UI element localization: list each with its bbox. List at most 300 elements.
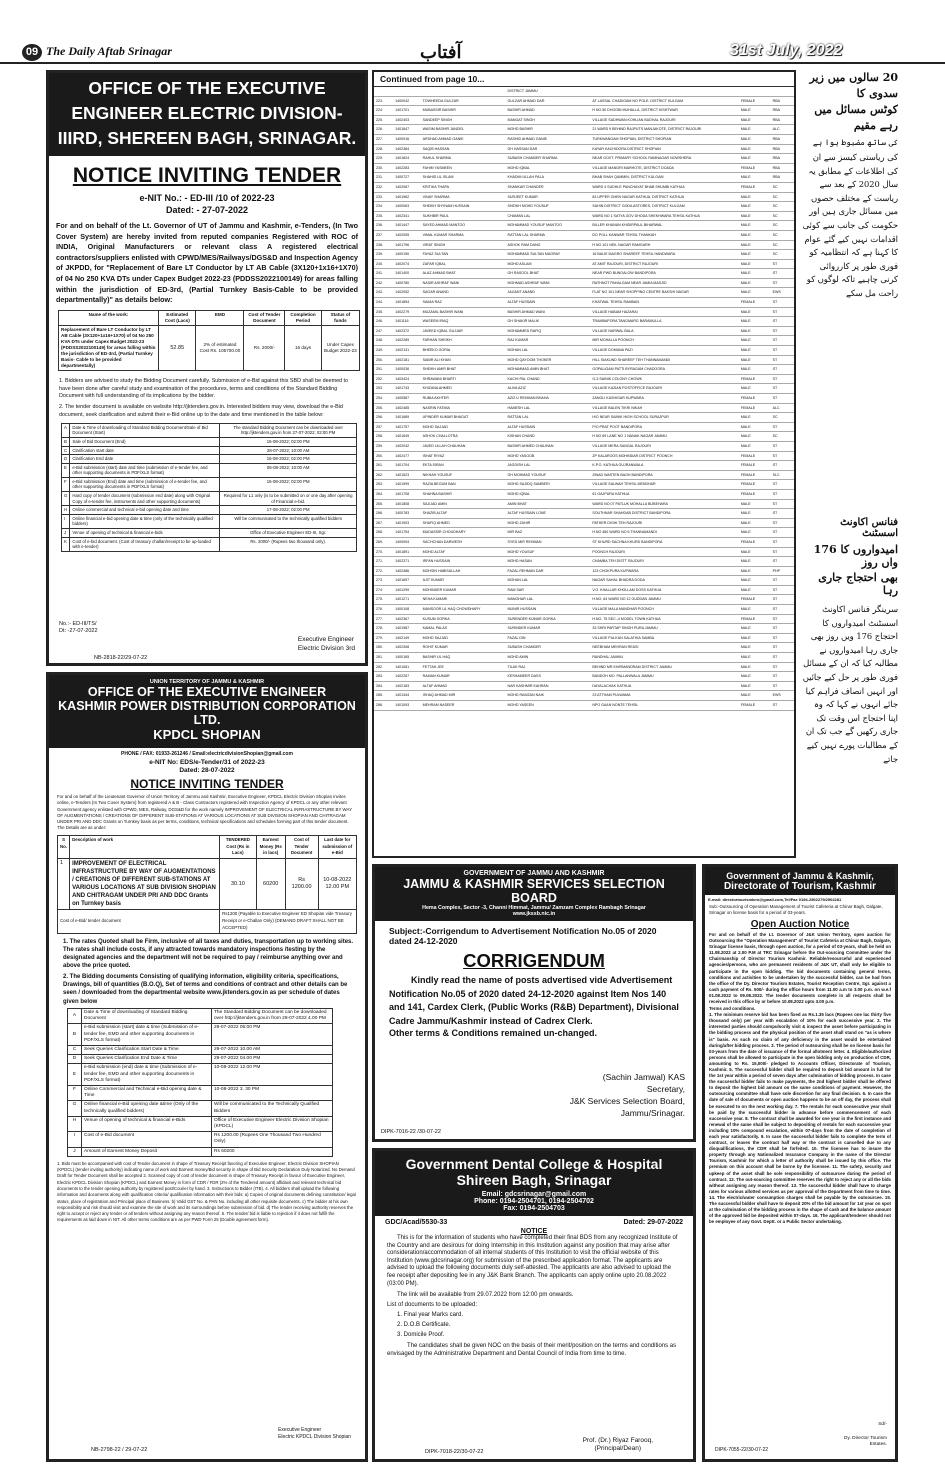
sch-label: Online Commercial and Technical e-Bid opening date & Time	[82, 1085, 212, 1100]
list-cell: MALE	[739, 643, 771, 653]
list-row	[374, 422, 794, 432]
list-cell: WARD 4 SUDHLE PANCHAYAT BHAB SHUMBI KATHUA	[590, 182, 738, 192]
list-cell: RANDHAL JAMMU	[590, 653, 738, 663]
list-cell: MUNIR HUSSAIN	[505, 605, 590, 615]
ad1-ref: NB-2818-22/29-07-22	[94, 655, 148, 661]
sch-key: I	[62, 514, 70, 528]
list-cell: 250.	[374, 355, 393, 365]
ad1-sign-2: Electric Division 3rd	[297, 645, 355, 652]
td-doc: Rs. 2000/-	[244, 325, 285, 370]
list-cell: RAHUL SHARMA	[421, 154, 506, 164]
ssb-ref: DIPK-7016-22 /30-07-22	[381, 1129, 441, 1135]
list-row	[374, 182, 794, 192]
ad2-work-table	[57, 835, 357, 934]
list-cell: 1402371	[393, 557, 421, 567]
list-cell: IRFAN HUSSAIN	[421, 557, 506, 567]
list-cell: ST	[771, 365, 794, 375]
list-row	[374, 509, 794, 519]
list-cell: ST	[771, 269, 794, 279]
list-cell: MALE	[739, 230, 771, 240]
sch-key: I	[68, 1132, 82, 1147]
list-cell: 1402289	[393, 336, 421, 346]
th-work: Name of the work:	[59, 310, 159, 325]
list-cell: SUBASH CHANDER SHARMA	[505, 154, 590, 164]
list-cell: SC	[771, 182, 794, 192]
list-cell: MUZAMIL BASHIR WANI	[421, 307, 506, 317]
list-cell: MALE	[739, 557, 771, 567]
sch-label: Amount of Earnest Money Deposit	[82, 1147, 212, 1156]
list-cell: RBA	[771, 96, 794, 106]
sch-key: H	[62, 506, 70, 515]
ad1-body: For and on behalf of the Lt. Governor of UT of Jammu and Kashmir, e-Tenders, (In Two Cover System) are hereby invited from reputed companies Registered with ROC of INDIA, Original Manufacturers or relevant class A registered electrical contractors/suppliers enlisted with CPWD/MES/Railways/DGS&D and Inspection Agency of JKPDD, for "Replacement of Bare LT Conductor by LT AB Cable (3X120+1x16+1X70) of 04 No 250 KVA DTs under Capex Budget 2022-23 (PDDSS2022100149) for areas falling within the jurisdiction of ED-3rd, (Partial Turnkey Basis-Cable to be provided departmentally)" as details below:	[56, 221, 358, 305]
list-cell: ST KHURD SACHNA KHURD BANDIPORA	[590, 537, 738, 547]
sch-key: E	[68, 1064, 82, 1086]
list-cell: MANSOOR UL HAQ CHOWDHARY	[421, 605, 506, 615]
list-cell: MALE	[739, 528, 771, 538]
list-cell: RBA	[771, 144, 794, 154]
list-cell: MALE	[739, 106, 771, 116]
list-cell: 1402477	[393, 451, 421, 461]
list-cell: MANOHAR LAL	[505, 595, 590, 605]
list-cell: 1402403	[393, 115, 421, 125]
list-cell: FAZAL DIN	[505, 633, 590, 643]
list-cell: H.NO. 64 WARD NO 12 GUDDAN JAMMU	[590, 595, 738, 605]
list-cell: SAYED AHMAD MANTOO	[421, 221, 506, 231]
list-cell: 1402052	[393, 288, 421, 298]
list-cell: AT LASSAL CHADIGAM NO POLE, DISTRICT KULGAM	[590, 96, 738, 106]
list-cell: RBA	[771, 163, 794, 173]
list-cell: ISHAQ AHMAD MIR	[421, 691, 506, 701]
urdu-mid-headline-3: بھی احتجاج جاری رہا	[818, 571, 898, 597]
sch-key: G	[68, 1101, 82, 1116]
list-cell: MALE	[739, 509, 771, 519]
list-row	[374, 202, 794, 212]
tourism-sign-2: Estates.	[869, 1442, 887, 1447]
th-funds: Status of funds	[321, 310, 359, 325]
sch-label: Date & Time of downloading of Standard Bidding Document	[82, 1008, 212, 1023]
ssb-banner	[375, 867, 693, 921]
list-cell: RBA	[771, 115, 794, 125]
tourism-body: For and on behalf of the Lt. Governor of J&K Union Territory, open auction for Outsourcing the "Operation Management" of Tourist Cafeteria at Chinar Bagh, Dalgate, Srinagar license basis, through open auction, for a period of 03-years, shall be held on 11.08.2022 at 2.00 P.M at TRC Srinagar before the Out-sourcing Committee under the Chairmanship of Director Tourism Kashmir. Reliable/resourceful and experienced agencies/persons, who are permanent residents of J&K UT, shall only be eligible to participate in the open bidding. The bid documents containing general terms, conditions and activities to be undertaken by the successful bidder, can be had from the office of the Dy. Director Tourism Estates, Tourist Reception Centre, Sgr. against a cash payment of Rs. 500/- during the office hours from 11.00 a.m to 3.00 p.m. on w.e.f 01.08.2022 to 09.08.2022. The tender documents complete in all respects shall be received in this office by or before 10.08.2022 upto 3.00 p.m.	[709, 932, 891, 1005]
list-cell: SHAFIQ AHMED	[421, 518, 506, 528]
dental-fax: Fax: 0194-2504703	[503, 1205, 565, 1212]
dental-sign-2: (Principal/Dean)	[594, 1445, 642, 1452]
list-cell: 271.	[374, 557, 393, 567]
list-cell: FAHIM YASMEEN	[421, 163, 506, 173]
urdu-mid-headline-2: امیدواروں کا 176 واں روز	[813, 543, 898, 569]
list-cell: FEMALE	[739, 182, 771, 192]
list-cell: 1403424	[393, 374, 421, 384]
list-row	[374, 394, 794, 404]
list-cell: RAM SAR	[505, 585, 590, 595]
sch-label: e-Bid submission (start) date & time (Submission of e-tender fee, EMD and other supporting documents in PDF/XLS format)	[82, 1024, 212, 1046]
results-list	[372, 70, 796, 858]
list-cell: FEMALE	[739, 403, 771, 413]
list-cell: 1400780	[393, 278, 421, 288]
list-cell: WARD NO 1 SATYA GOV DHODA SHEKHWARA TEHSIL KATHUA	[590, 211, 738, 221]
list-cell: MALE	[739, 662, 771, 672]
list-cell: FEMALE	[739, 163, 771, 173]
list-cell: 23 ATTHAM PULWAMA	[590, 691, 738, 701]
list-cell: 235.	[374, 211, 393, 221]
list-cell: ST	[771, 614, 794, 624]
list-cell: 246.	[374, 317, 393, 327]
list-cell: BASHIR AHMAD WANI	[505, 307, 590, 317]
list-cell: FEMALE	[739, 614, 771, 624]
list-cell: H.NO 460 WARD NO 6 THANNAMANDI	[590, 528, 738, 538]
list-cell: KAMAL PALAS	[421, 624, 506, 634]
list-cell: 278.	[374, 624, 393, 634]
list-cell: 1401447	[393, 221, 421, 231]
list-row	[374, 221, 794, 231]
list-cell: 1402485	[393, 403, 421, 413]
tourism-terms-title: Terms and conditions.	[709, 1006, 756, 1012]
list-cell: ST	[771, 576, 794, 586]
td-desc: IMPROVEMENT OF ELECTRICAL INFRASTRUCTURE BY WAY OF AUGMENTATIONS / CREATIONS OF DIFFERENT SUB-STATIONS AT VARIOUS LOCATIONS AT SUB DIVISION SHOPIAN AND CHITRAGAM UNDER PRI AND DDC Grants on Turnkey basis	[70, 859, 220, 910]
list-cell: EKTA SIRAN	[421, 461, 506, 471]
list-cell: MALE	[739, 413, 771, 423]
list-row	[374, 643, 794, 653]
list-cell: ALTAF HUSSAIN	[505, 422, 590, 432]
list-cell: MOHSIN HABISULLAH	[421, 566, 506, 576]
list-cell: MALE	[739, 317, 771, 327]
urdu-headline-2: کوٹس مسائل میں رہے مقیم	[814, 103, 898, 132]
list-row	[374, 288, 794, 298]
list-cell: 273.	[374, 576, 393, 586]
list-cell: 227.	[374, 134, 393, 144]
list-row	[374, 96, 794, 106]
dental-dipk: DIPK-7018-22/30-07-22	[425, 1449, 484, 1455]
list-cell: MALE	[739, 240, 771, 250]
list-cell: 1401999	[393, 480, 421, 490]
list-cell: 238.	[374, 240, 393, 250]
list-cell: 284.	[374, 681, 393, 691]
list-row	[374, 211, 794, 221]
list-cell: 1400190	[393, 250, 421, 260]
list-cell: MALE	[739, 653, 771, 663]
list-cell: GH HASSAN DAR	[505, 144, 590, 154]
list-cell: RATTAN LAL	[505, 413, 590, 423]
list-cell: ASHOK RAM DANG	[505, 240, 590, 250]
list-cell: 1401962	[393, 192, 421, 202]
list-cell: FEMALE	[739, 374, 771, 384]
ad-tourism-auction	[702, 864, 898, 1462]
list-row	[374, 691, 794, 701]
list-cell: MALE	[739, 672, 771, 682]
ad2-ref: NB-2798-22 / 29-07-22	[91, 1447, 148, 1453]
list-cell: ST	[771, 374, 794, 384]
dental-ref: GDC/Acad/5530-33	[385, 1219, 448, 1226]
ad2-ut: UNION TERRITORY OF JAMMU & KASHMIR	[149, 679, 265, 685]
list-cell: DAYALACHAK KATHUA	[590, 681, 738, 691]
list-cell: ALC	[771, 125, 794, 135]
sch-key: D	[62, 455, 70, 464]
list-cell: 232.	[374, 182, 393, 192]
list-cell: FEMALE	[739, 595, 771, 605]
list-cell: SHEIKH SHYNAM HUSSAIN	[421, 202, 506, 212]
list-cell: 1402486	[393, 566, 421, 576]
list-cell: H.NO. 75 SEC.-4 MODEL TOWN KATHUA	[590, 614, 738, 624]
list-cell: MOHD HASAN	[505, 557, 590, 567]
list-cell: KACHI PAL CHAND	[505, 374, 590, 384]
dental-body: This is for the information of students who have completed their final BDS from any recognized Institute of the Country and are desirous for doing Internship in this Institution against any position that may arise after consideration/accommodation of all internal students of this Institution to visit the official website of this Institution (www.gdcsrinagar.org) for submission of the prescribed application format. The applicants are advised to upload the following documents duly self-attested. The applicants are also advised to upload the fee receipt after depositing fee in any J&K Bank Branch. The applicants can apply online upto 20.08.2022 (03:00 PM).	[387, 1235, 678, 1287]
sch-label: Hard copy of tender document (submission end date) along with Original Copy of e-tender fee, instruments and other supporting documents)	[70, 492, 220, 506]
tourism-sub: Sub:-Outsourcing of Operation Management of Tourist Cafeteria at Chinar Bagh, Dalgate, Srinagar on license basis for a period of 03-years.	[709, 904, 883, 915]
list-cell: ALTAF HUSSAIN LONE	[505, 509, 590, 519]
th-earnest: Earnest Money (Rs in lacs)	[256, 835, 285, 858]
list-cell: 21 WARD 9 BEHIND RAJPUTS MANJAKOTE, DISTRICT RAJOURI	[590, 125, 738, 135]
dental-doc-2: 2. D.O.B Certificate.	[397, 1322, 451, 1329]
list-cell: MALE	[739, 384, 771, 394]
list-cell: RAMAN KUMAR	[421, 672, 506, 682]
sch-value: Will be communicated to the technically qualified bidders	[220, 514, 357, 528]
list-cell: WARD NO 07 PATLUK MOHALLA BIJBEHARA	[590, 499, 738, 509]
list-row	[374, 192, 794, 202]
list-cell: 1400165	[393, 653, 421, 663]
list-cell: 123 CHOKPURA KUPWARA	[590, 566, 738, 576]
list-row	[374, 326, 794, 336]
list-row	[374, 566, 794, 576]
list-cell: FEMALE	[739, 451, 771, 461]
sch-label: Cost of e-bid document. (Cost of treasury challan/receipt to be up-loaded with e-tender)	[70, 537, 220, 551]
list-cell: 237.	[374, 230, 393, 240]
th-cost: Cost of Tender Document	[285, 835, 318, 858]
list-cell: ST	[771, 355, 794, 365]
ad2-div: KPDCL SHOPIAN	[153, 727, 261, 742]
list-cell: 1401824	[393, 154, 421, 164]
list-row	[374, 585, 794, 595]
list-cell	[739, 87, 771, 96]
list-cell: BEHIND MR KHIRMANDRAM DISTRICT JAMMU	[590, 662, 738, 672]
th-emd: EMD	[196, 310, 244, 325]
tourism-ref: DIPK-7055-22/30-07-22	[715, 1447, 769, 1453]
list-cell	[421, 87, 506, 96]
sch-value: 29-07-2022 10.00 AM	[212, 1045, 333, 1054]
list-cell: RATHNOT PAHALGAM NEAR JAMIA MASJID	[590, 278, 738, 288]
sch-key: A	[68, 1008, 82, 1023]
urdu-body: کی ریاستی کیسز سے ان کی اطلاعات کے مطابق یہ سال 2020 کے بعد سے ریاست کے مختلف حصوں میں مسائل جاری ہیں اور حکومت کی جانب سے کوئی اقدامات نہیں کیے گئے عوام کا کہنا ہے کہ انتظامیہ کو فوری طور پر کارروائی کرنی چاہیے تاکہ لوگوں کو راحت مل سکے	[802, 152, 898, 298]
ad1-title: NOTICE INVITING TENDER	[72, 164, 342, 187]
list-cell: 1402267	[393, 672, 421, 682]
list-cell: RAZIA BEGUM BAN	[421, 480, 506, 490]
list-cell: RASHID AHMAD GANIE	[505, 134, 590, 144]
list-cell: ST	[771, 653, 794, 663]
sch-key: K	[62, 537, 70, 551]
list-cell: VILLAGE BALEN TIKRI NIKAH	[590, 403, 738, 413]
sch-value: Office of Executive Engineer Electric Division Shopian (KPDCL)	[212, 1116, 333, 1131]
list-row	[374, 432, 794, 442]
list-cell: 1401743	[393, 384, 421, 394]
list-cell: ST	[771, 605, 794, 615]
sch-value: Office of Executive Engineer ED-III, Sgr.	[220, 529, 357, 538]
list-cell: ROHIT KUMAR	[421, 643, 506, 653]
list-cell: MEHRAM NASEER	[421, 701, 506, 711]
list-row	[374, 576, 794, 586]
list-cell: ST	[771, 518, 794, 528]
ssb-sign-4: Jammu/Srinagar.	[620, 1108, 685, 1118]
list-cell: SURJEET KUMAR	[505, 192, 590, 202]
list-cell: MALE	[739, 441, 771, 451]
list-cell: BANDOH MO. PALLANWALA JAMMU	[590, 672, 738, 682]
ad2-corp: KASHMIR POWER DISTRIBUTION CORPORATION LTD.	[58, 699, 356, 727]
sch-label: Cost of e-Bid document	[82, 1132, 212, 1147]
list-cell: BHEEKO GORIA	[421, 346, 506, 356]
td-emd: 2% of estimated Cost Rs. 105700.00	[196, 325, 244, 370]
dental-doc-3: 3. Domicile Proof.	[397, 1332, 445, 1339]
list-cell: 1401689	[393, 413, 421, 423]
list-cell: GH RASOOL BHAT	[505, 269, 590, 279]
list-cell: GOPALIGAM PATTI BYRAGAM CHADOORA	[590, 365, 738, 375]
ad1-dt: Dt: -27-07-2022	[59, 628, 98, 634]
list-cell: ST	[771, 441, 794, 451]
list-cell: VILLAGE SADHWAN KOHLIAN BUDHAL RAJOURI	[590, 115, 738, 125]
list-cell: NEEBHAM MEHRAN REASI	[590, 643, 738, 653]
list-cell: ST	[771, 259, 794, 269]
dental-dated: Dated: 29-07-2022	[623, 1219, 683, 1226]
dental-phone: Phone: 0194-2504701, 0194-2504702	[474, 1198, 594, 1205]
list-cell: RBA	[771, 134, 794, 144]
list-cell: 285.	[374, 691, 393, 701]
list-cell: 256.	[374, 413, 393, 423]
list-cell: 1402074	[393, 259, 421, 269]
list-cell: HILL SIAKUND SHAREEF TEH THANNAMANDI	[590, 355, 738, 365]
ad2-sign: Executive Engineer	[278, 1427, 322, 1433]
list-cell: ST	[771, 461, 794, 471]
list-cell: MALE	[739, 269, 771, 279]
list-cell: NIKHAH YOUSUF	[421, 470, 506, 480]
list-cell: MALE	[739, 499, 771, 509]
list-cell: 16 BALIE MAGRO SHAREEF TEHSIL HANDWARA	[590, 250, 738, 260]
list-row	[374, 307, 794, 317]
list-row	[374, 230, 794, 240]
list-cell: MANGAT SINGH	[505, 115, 590, 125]
urdu-body-2: سرینگر فنانس اکاونٹ اسسٹنٹ امیدواروں کا احتجاج 176 ویں روز بھی جاری رہا امیدواروں نے مطالبہ کیا کہ ان کے مسائل فوری طور پر حل کیے جائیں اور انہیں انصاف فراہم کیا جائے انہوں نے کہا کہ وہ اپنا احتجاج اس وقت تک جاری رکھیں گے جب تک ان کے مطالبات پورے نہیں کیے جاتے	[802, 604, 898, 764]
sch-label: e-Bid submission (End) date and time (submission of e-tender fee, and other supporting documents in PDF/XLS format)	[70, 477, 220, 491]
th-lastdate: Last date for submission of e-Bid	[318, 835, 356, 858]
td-funds: Under Capex Budget 2022-23	[321, 325, 359, 370]
dental-last: The candidates shall be given NOC on the basis of their merit/position on the terms and conditions as envisaged by the Administrative Department and Dental Council of India from time to time.	[387, 1343, 677, 1357]
list-row	[374, 134, 794, 144]
list-cell: FEMALE	[739, 701, 771, 711]
list-cell: PHP	[771, 566, 794, 576]
list-row	[374, 317, 794, 327]
list-cell: 260.	[374, 451, 393, 461]
list-cell: FARHAN SHEIKH	[421, 336, 506, 346]
list-cell: MALE	[739, 173, 771, 183]
list-cell: DISTRICT JAMMU	[505, 87, 590, 96]
sch-label: Clarification End date	[70, 455, 220, 464]
list-cell: ST	[771, 701, 794, 711]
list-cell: MALE	[739, 346, 771, 356]
list-cell: 277.	[374, 614, 393, 624]
ssb-sign-3: J&K Services Selection Board,	[569, 1096, 685, 1106]
td-earnest: 60200	[256, 859, 285, 910]
list-cell: 280.	[374, 643, 393, 653]
list-cell: ST	[771, 384, 794, 394]
list-cell: MALE	[739, 624, 771, 634]
list-cell: MOHAN LAL	[505, 346, 590, 356]
sch-key: F	[62, 477, 70, 491]
list-cell: RAJ KUMAR	[505, 336, 590, 346]
list-cell: 225.	[374, 115, 393, 125]
list-cell: 230.	[374, 163, 393, 173]
list-cell: VILLAGE KAZIAN POSTOFFICE RAJOURI	[590, 384, 738, 394]
list-cell: TOWHEEDA GULZAR	[421, 96, 506, 106]
list-cell: ST	[771, 547, 794, 557]
ad-kpdcl-tender	[46, 672, 368, 1462]
list-cell: VIMAL KUMAR SHARMA	[421, 230, 506, 240]
list-row	[374, 374, 794, 384]
list-cell: MALE	[739, 691, 771, 701]
list-cell: 258.	[374, 432, 393, 442]
dental-place: Shireen Bagh, Srinagar	[456, 1172, 612, 1188]
list-cell: BASHIR AHMAD	[505, 106, 590, 116]
list-cell: 270.	[374, 547, 393, 557]
list-cell: VINAY SHARMA	[421, 192, 506, 202]
list-cell: BILLER KHANAN KHIDIRPAUL BIHARWAL	[590, 221, 738, 231]
list-cell: VILLAGE DOMANA PAZI	[590, 346, 738, 356]
list-row	[374, 87, 794, 96]
list-cell: RBA	[771, 173, 794, 183]
list-row	[374, 154, 794, 164]
list-row	[374, 125, 794, 135]
list-cell: WASEEM IRAQ	[421, 317, 506, 327]
list-cell: H NO 50 DHOOBI MUHALLA, DISTRICT KISHTWAR	[590, 106, 738, 116]
list-cell: SHEIKH MOHD YOUSUF	[505, 202, 590, 212]
list-cell: MOHD RAMZAN NAIK	[505, 691, 590, 701]
list-cell: SURENDER KUMAR GORKA	[505, 614, 590, 624]
dental-notice-title: NOTICE	[520, 1228, 548, 1235]
list-cell: 1401891	[393, 547, 421, 557]
list-cell: 249.	[374, 346, 393, 356]
list-cell: ST	[771, 326, 794, 336]
list-cell: FEMALE	[739, 489, 771, 499]
list-cell: 281.	[374, 653, 393, 663]
list-cell: SUBASH CHANDER	[505, 643, 590, 653]
sch-label: Venue of opening of technical & financial e-Bids	[82, 1116, 212, 1131]
list-cell: ASHOK CHALLOTRA	[421, 432, 506, 442]
list-cell: FEMALE	[739, 96, 771, 106]
list-cell: FEMALE	[739, 461, 771, 471]
tourism-sd: Sd/-	[878, 1422, 887, 1427]
dental-list-title: List of documents to be uploaded:	[387, 1302, 478, 1309]
list-cell: FETTAH JEE	[421, 662, 506, 672]
list-cell: ST	[771, 278, 794, 288]
list-row	[374, 355, 794, 365]
list-cell: 1402131	[393, 346, 421, 356]
list-cell: 269.	[374, 537, 393, 547]
list-cell: 243.	[374, 288, 393, 298]
ad1-dated: Dated: - 27-07-2022	[165, 205, 249, 215]
list-cell: ST	[771, 317, 794, 327]
sch-key: C	[68, 1045, 82, 1054]
list-cell: MALE	[739, 259, 771, 269]
list-cell: ALAZ AHMAD BHAT	[421, 269, 506, 279]
list-cell: NASIR ASHRAF WANI	[421, 278, 506, 288]
list-title: Continued from page 10...	[374, 72, 794, 87]
sch-label: e-Bid submission (start) date and time (submission of e-tender fee, and other supporting documents in PDF/XLS format)	[70, 463, 220, 477]
urdu-mid-headline: فنانس اکاونٹ اسسٹنٹ	[840, 517, 898, 539]
page-header	[0, 0, 945, 64]
list-cell: 1402372	[393, 326, 421, 336]
sch-label: Online commercial and technical e-bid opening date and time	[70, 506, 220, 515]
page-number: 09	[22, 44, 42, 61]
list-row	[374, 346, 794, 356]
list-cell: BHAB SHAH QAMMIN, DISTRICT KULGAM	[590, 173, 738, 183]
list-cell: 279.	[374, 633, 393, 643]
list-cell: 272.	[374, 566, 393, 576]
list-row	[374, 250, 794, 260]
